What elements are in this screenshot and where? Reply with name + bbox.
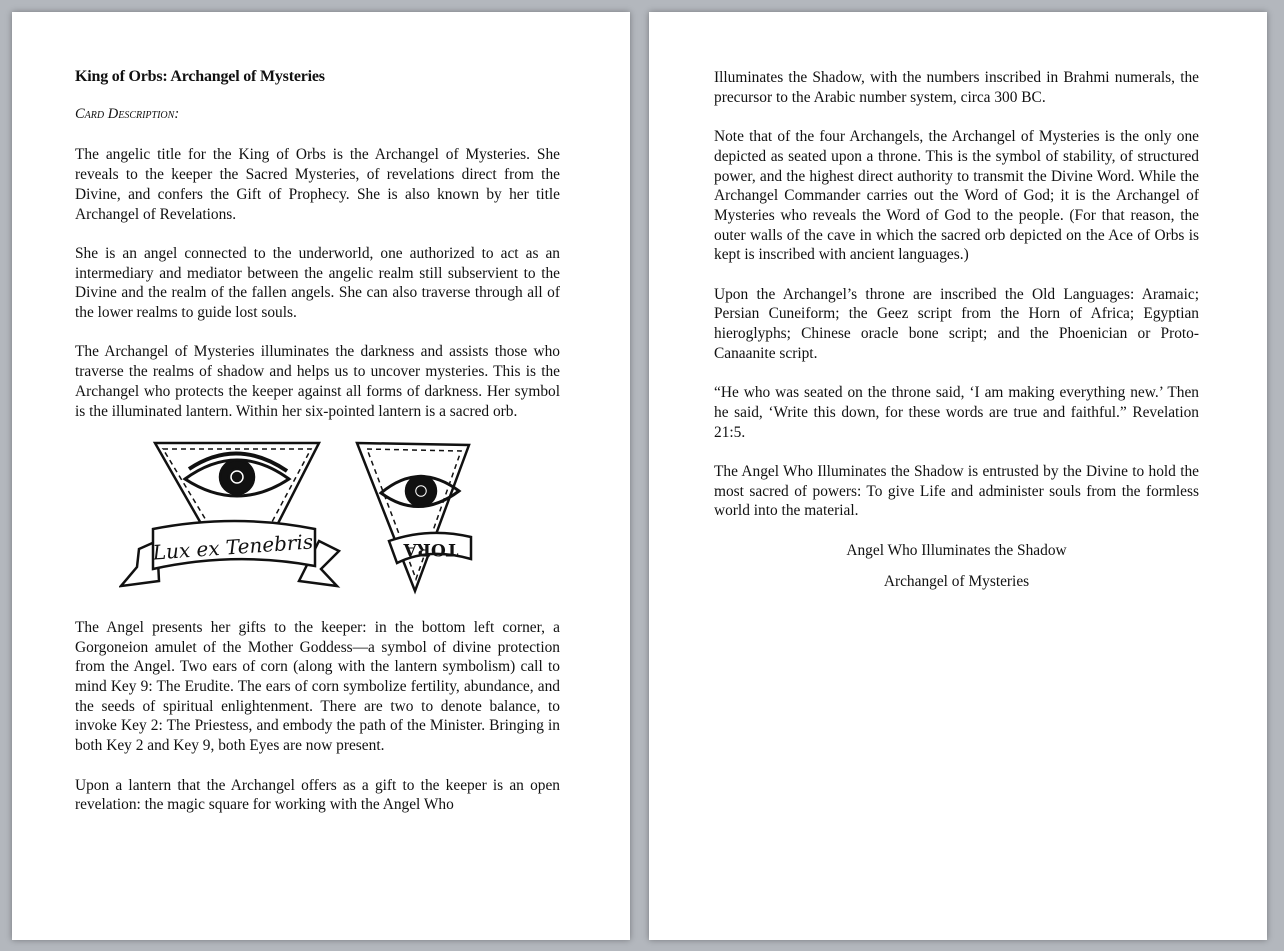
paragraph: The Archangel of Mysteries illuminates the darkness and assists those who traverse the realms of shadow and helps us to uncover mysteries. This is the Archangel who protects the keeper against all forms of darkness. Her symbol is the illuminated lantern. Within her six-pointed lantern is a sacred orb. xyxy=(75,343,560,420)
banner-text-left: Lux ex Tenebris xyxy=(151,529,314,565)
page-title: King of Orbs: Archangel of Mysteries xyxy=(75,68,325,85)
right-eye-triangle xyxy=(357,443,471,591)
eye-triangles-illustration xyxy=(119,441,539,596)
left-eye-triangle xyxy=(121,443,339,586)
paragraph: Illuminates the Shadow, with the numbers inscribed in Brahmi numerals, the precursor to the Arabic number system, circa 300 BC. xyxy=(714,69,1199,106)
closing-line: Angel Who Illuminates the Shadow xyxy=(846,541,1067,559)
paragraph: The Angel Who Illuminates the Shadow is entrusted by the Divine to hold the most sacred of powers: To give Life and administer souls from the formless world into the material. xyxy=(714,463,1199,520)
paragraph: Upon the Archangel’s throne are inscribed the Old Languages: Aramaic; Persian Cuneiform; the Geez script from the Horn of Africa; Egyptian hieroglyphs; Chinese oracle bone script; and the Phoenician or Proto-Canaanite script. xyxy=(714,285,1199,362)
banner-text-right: TORA xyxy=(403,538,459,559)
card-description-heading: Card Description: xyxy=(75,105,180,122)
paragraph: “He who was seated on the throne said, ‘I am making everything new.’ Then he said, ‘Write this down, for these words are true and faithful.” Revelation 21:5. xyxy=(714,384,1199,441)
paragraph: Note that of the four Archangels, the Archangel of Mysteries is the only one depicted as seated upon a throne. This is the symbol of stability, of structured power, and the highest direct authority to transmit the Divine Word. While the Archangel Commander carries out the Word of God; it is the Archangel of Mysteries who reveals the Word of God to the people. (For that reason, the outer walls of the cave in which the sacred orb depicted on the Ace of Orbs is kept is inscribed with ancient languages.) xyxy=(714,128,1199,264)
right-page xyxy=(649,12,1267,940)
right-page-content xyxy=(714,68,1199,602)
left-page xyxy=(12,12,630,940)
paragraph: She is an angel connected to the underworld, one authorized to act as an intermediary and mediator between the angelic realm still subservient to the Divine and the realm of the fallen angels. She can also traverse through all of the lower realms to guide lost souls. xyxy=(75,244,560,322)
paragraph: The Angel presents her gifts to the keeper: in the bottom left corner, a Gorgoneion amulet of the Mother Goddess—a symbol of divine protection from the Angel. Two ears of corn (along with the lantern symbolism) call to mind Key 9: The Erudite. The ears of corn symbolize fertility, abundance, and the seeds of spiritual enlightenment. There are two to denote balance, to invoke Key 2: The Priestess, and embody the path of the Minister. Bringing in both Key 2 and Key 9, both Eyes are now present. xyxy=(75,618,560,755)
paragraph: Upon a lantern that the Archangel offers as a gift to the keeper is an open revelation: the magic square for working with the Angel Who xyxy=(75,776,560,814)
closing-line: Archangel of Mysteries xyxy=(883,572,1030,590)
left-page-content xyxy=(75,67,560,835)
paragraph: The angelic title for the King of Orbs is the Archangel of Mysteries. She reveals to the keeper the Sacred Mysteries, of revelations direct from the Divine, and confers the Gift of Prophecy. She is also known by her title Archangel of Revelations. xyxy=(75,146,560,223)
